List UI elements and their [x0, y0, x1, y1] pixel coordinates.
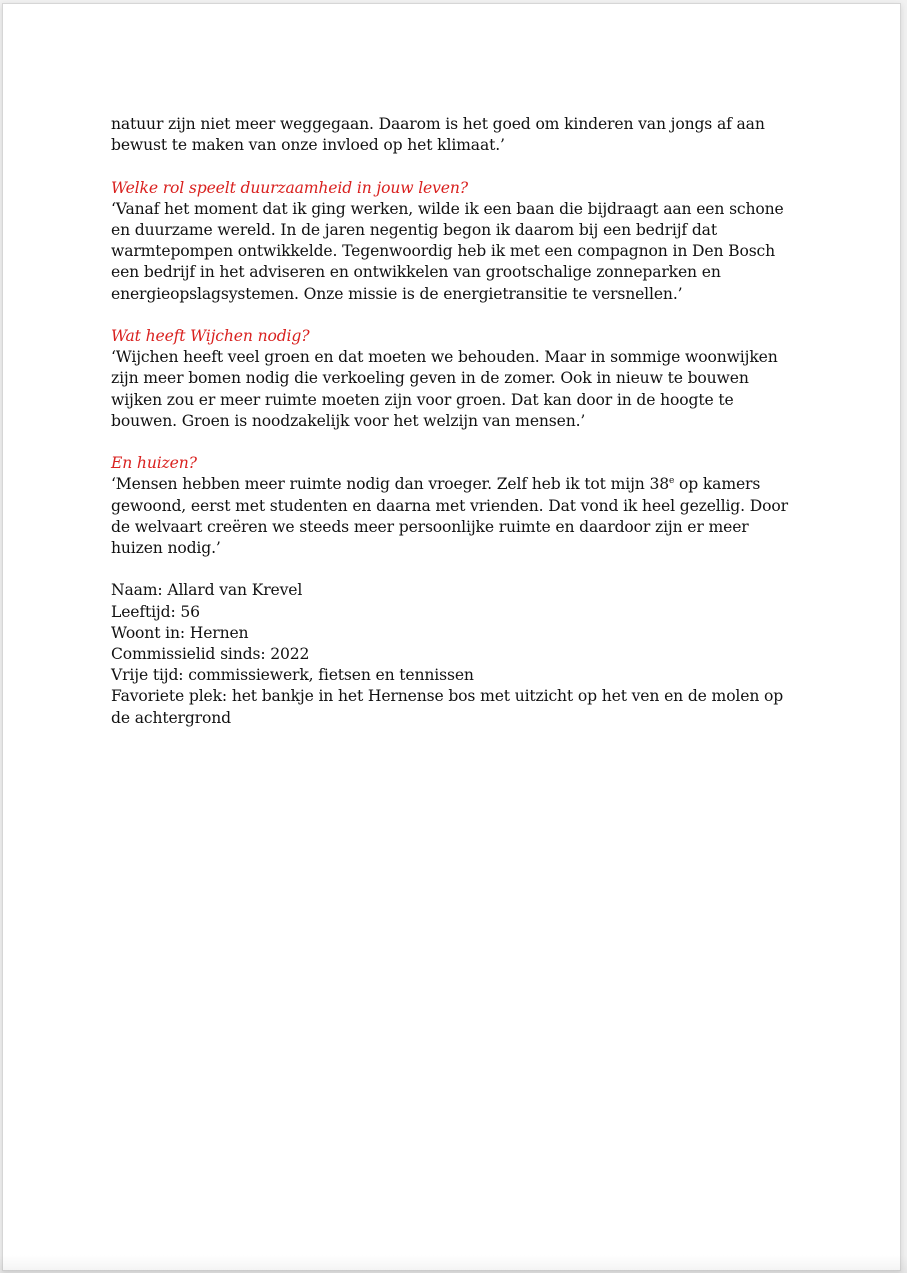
answer-paragraph [111, 474, 801, 559]
question-heading: En huizen? [111, 454, 197, 473]
profile-block [111, 580, 801, 728]
intro-paragraph: natuur zijn niet meer weggegaan. Daarom is het goed om kinderen van jongs af aan bewust te maken van onze invloed op het klimaat.’ [111, 115, 765, 155]
answer-paragraph: ‘Wijchen heeft veel groen en dat moeten we behouden. Maar in sommige woonwijken zijn meer bomen nodig die verkoeling geven in de zomer. Ook in nieuw te bouwen wijken zou er meer ruimte moeten zijn voor groen. Dat kan door in de hoogte te bouwen. Groen is noodzakelijk voor het welzijn van mensen.’ [111, 348, 778, 430]
ordinal-superscript: e [669, 476, 675, 487]
question-heading: Wat heeft Wijchen nodig? [111, 327, 310, 345]
answer-text: op kamers gewoond, eerst met studenten en daarna met vrienden. Dat vond ik heel gezellig. Door de welvaart creëren we steeds meer persoonlijke ruimte en daardoor zijn er meer huizen nodig.’ [111, 475, 788, 558]
profile-favorite-place: Favoriete plek: het bankje in het Hernense bos met uitzicht op het ven en de molen op de achtergrond [111, 687, 784, 727]
document-page [2, 3, 901, 1271]
answer-paragraph: ‘Vanaf het moment dat ik ging werken, wilde ik een baan die bijdraagt aan een schone en duurzame wereld. In de jaren negentig begon ik daarom bij een bedrijf dat warmtepompen ontwikkelde. Tegenwoordig heb ik met een compagnon in Den Bosch een bedrijf in het adviseren en ontwikkelen van grootschalige zonneparken en energieopslagsystemen. Onze missie is de energietransitie te versnellen.’ [111, 199, 784, 303]
profile-free-time: Vrije tijd: commissiewerk, fietsen en tennissen [111, 666, 474, 685]
profile-name: Naam: Allard van Krevel [111, 581, 303, 600]
document-body [111, 114, 801, 729]
profile-residence: Woont in: Hernen [111, 623, 249, 642]
page-bottom-shadow [0, 1255, 907, 1273]
question-heading: Welke rol speelt duurzaamheid in jouw leven? [111, 178, 468, 197]
profile-age: Leeftijd: 56 [111, 602, 200, 621]
answer-text: ‘Mensen hebben meer ruimte nodig dan vroeger. Zelf heb ik tot mijn 38 [111, 475, 669, 494]
profile-member-since: Commissielid sinds: 2022 [111, 645, 310, 664]
